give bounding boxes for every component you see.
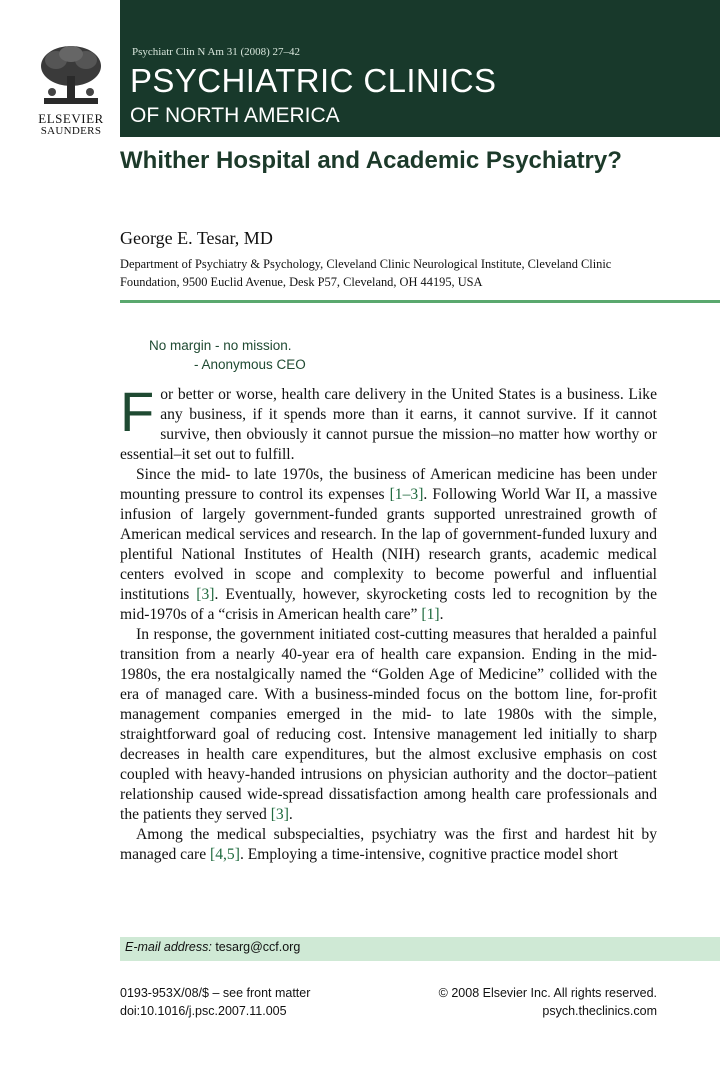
email-address[interactable]: tesarg@ccf.org bbox=[215, 940, 301, 954]
email-label: E-mail address: bbox=[125, 940, 212, 954]
paragraph-2-text-d: . bbox=[439, 606, 444, 623]
publisher-name: ELSEVIER bbox=[38, 111, 104, 126]
publisher-logo bbox=[30, 42, 112, 138]
journal-subtitle: OF NORTH AMERICA bbox=[130, 104, 340, 127]
author-affiliation: Department of Psychiatry & Psychology, Cleveland Clinic Neurological Institute, Cleveland Clinic Foundation, 9500 Euclid Avenue, Desk P57, Cleveland, OH 44195, USA bbox=[120, 257, 612, 289]
paragraph-3 bbox=[120, 625, 657, 825]
doi-line[interactable]: doi:10.1016/j.psc.2007.11.005 bbox=[120, 1004, 287, 1018]
copyright-line: © 2008 Elsevier Inc. All rights reserved. bbox=[438, 986, 657, 1000]
paragraph-3-text-b: . bbox=[288, 806, 293, 823]
citation-link[interactable]: [3] bbox=[196, 586, 215, 603]
paragraph-2-text-a: Since the mid- to late 1970s, the business of American medicine has been under mounting pressure to control its expenses bbox=[120, 466, 657, 503]
article-body bbox=[120, 380, 657, 865]
header-divider bbox=[120, 300, 720, 303]
epigraph-quote: No margin - no mission. bbox=[149, 338, 292, 353]
paragraph-2-text-b: . Following World War II, a massive infusion of largely government-funded grants supported unrestrained growth of American medical services and research. In the lap of government-funded luxury and plentiful National Institutes of Health (NIH) research grants, academic medical centers evolved in scope and complexity to become powerful and influential institutions bbox=[120, 486, 657, 603]
paragraph-2 bbox=[120, 465, 657, 625]
citation-link[interactable]: [4,5] bbox=[210, 846, 240, 863]
footer-right bbox=[439, 984, 657, 1020]
issn-line: 0193-953X/08/$ – see front matter bbox=[120, 986, 311, 1000]
publisher-imprint: SAUNDERS bbox=[40, 125, 102, 137]
citation-link[interactable]: [3] bbox=[270, 806, 289, 823]
journal-header bbox=[120, 0, 720, 137]
citation-link[interactable]: [1–3] bbox=[389, 486, 424, 503]
paragraph-4-text-a: Among the medical subspecialties, psychiatry was the first and hardest hit by managed care bbox=[120, 826, 657, 863]
paragraph-2-text-c: . Eventually, however, skyrocketing costs led to recognition by the mid-1970s of a “crisis in American health care” bbox=[120, 586, 657, 623]
journal-title: PSYCHIATRIC CLINICS bbox=[130, 62, 497, 99]
citation-link[interactable]: [1] bbox=[421, 606, 440, 623]
article-author: George E. Tesar, MD bbox=[120, 228, 273, 248]
paragraph-4 bbox=[120, 825, 657, 865]
drop-cap: F bbox=[120, 380, 155, 443]
paragraph-4-text-b: . Employing a time-intensive, cognitive practice model short bbox=[239, 846, 618, 863]
epigraph-source: - Anonymous CEO bbox=[194, 357, 306, 372]
epigraph bbox=[149, 336, 306, 374]
paragraph-1 bbox=[120, 380, 657, 465]
journal-website[interactable]: psych.theclinics.com bbox=[542, 1004, 657, 1018]
elsevier-tree-icon bbox=[34, 42, 108, 108]
footer-left bbox=[120, 984, 310, 1020]
journal-citation: Psychiatr Clin N Am 31 (2008) 27–42 bbox=[132, 46, 301, 58]
paragraph-3-text-a: In response, the government initiated cost-cutting measures that heralded a painful transition from a nearly 40-year era of health care expansion. Ending in the mid-1980s, the era nostalgically named the “Golden Age of Medicine” collided with the era of managed care. With a business-minded focus on the bottom line, for-profit management companies emerged in the mid- to late 1980s with the simple, straightforward goal of reducing cost. Intensive management led initially to sharp decreases in health care expenditures, but the almost exclusive emphasis on cost coupled with heavy-handed intrusions on physician authority and the doctor–patient relationship caused wide-spread dissatisfaction among health care professionals and the patients they served bbox=[120, 626, 657, 823]
article-title: Whither Hospital and Academic Psychiatry? bbox=[120, 147, 622, 174]
author-email bbox=[125, 940, 300, 954]
paragraph-1-text: or better or worse, health care delivery in the United States is a business. Like any business, if it spends more than it earns, it cannot survive. If it cannot survive, then obviously it cannot pursue the mission–no matter how worthy or essential–it set out to fulfill. bbox=[120, 386, 657, 463]
